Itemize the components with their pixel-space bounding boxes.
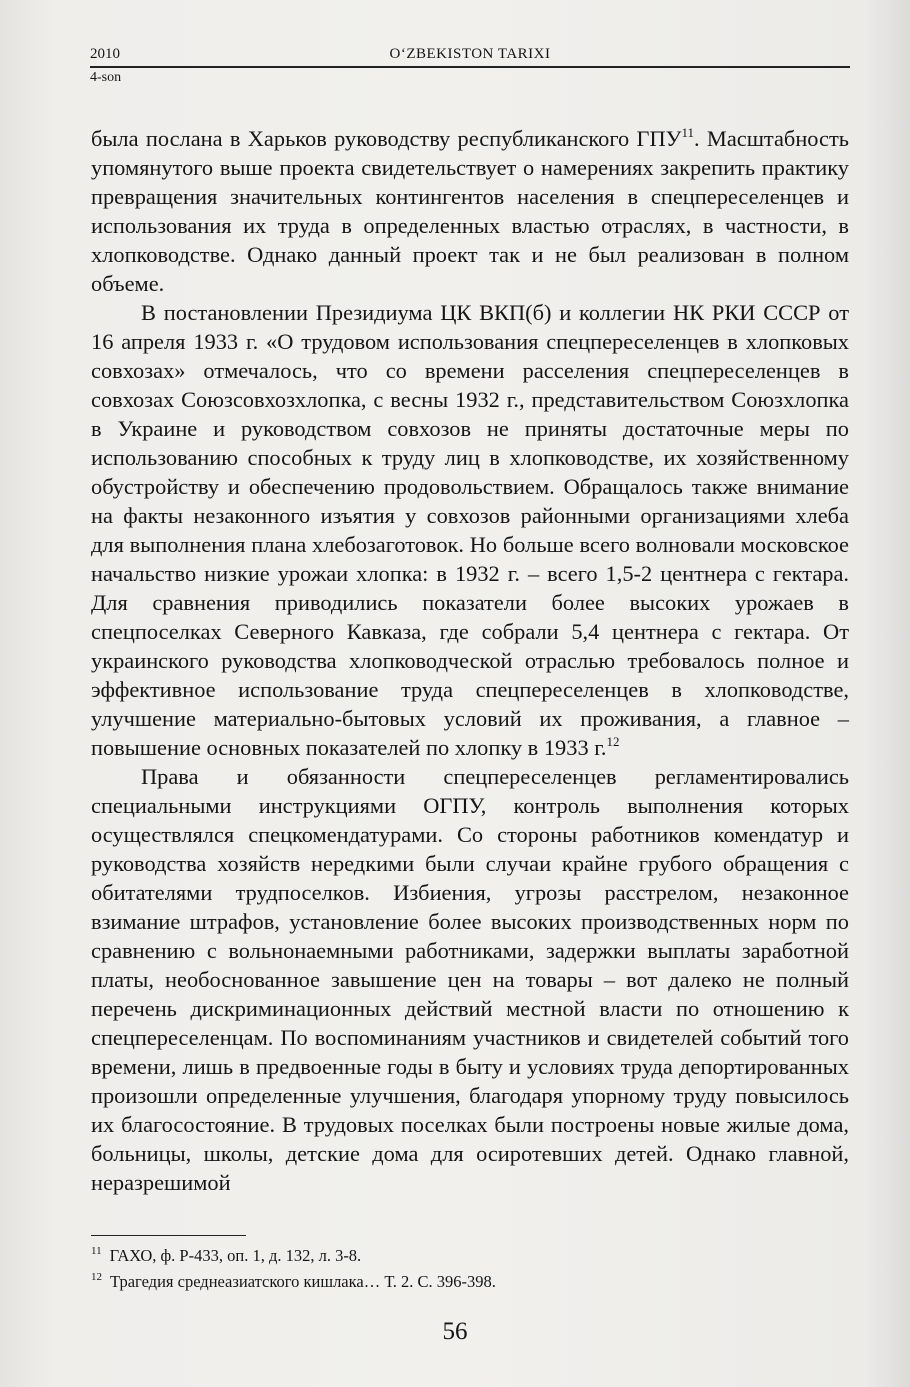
- paragraph-1-tail: . Масштабность упомянутого выше проекта свидетельствует о намерениях закрепить практику превращения значительных контингентов населения в спецпереселенцев и использования их труда в определенных властью отраслях, в частности, в хлопководстве. Однако данный проект так и не был реализован в полном объеме.: [91, 126, 849, 296]
- footnote-text: ГАХО, ф. Р-433, оп. 1, д. 132, л. 3-8.: [109, 1246, 362, 1265]
- footnote-separator: [91, 1235, 246, 1236]
- running-header: [90, 46, 850, 86]
- paragraph-1-text: была послана в Харьков руководству республиканского ГПУ: [91, 126, 682, 151]
- paragraph-3-text: Права и обязанности спецпереселенцев регламентировались специальными инструкциями ОГПУ, контроль выполнения которых осуществлялся спецкомендатурами. Со стороны работников комендатур и руководства хозяйств нередкими были случаи крайне грубого обращения с обитателями трудпоселков. Избиения, угрозы расстрелом, незаконное взимание штрафов, установление более высоких производственных норм по сравнению с вольнонаемными работниками, задержки выплаты заработной платы, необоснованное завышение цен на товары – вот далеко не полный перечень дискриминационных действий местной власти по отношению к спецпереселенцам. По воспоминаниям участников и свидетелей событий того времени, лишь в предвоенные годы в быту и условиях труда депортированных произошли определенные улучшения, благодаря упорному труду повысилось их благосостояние. В трудовых поселках были построены новые жилые дома, больницы, школы, детские дома для осиротевших детей. Однако главной, неразрешимой: [91, 764, 849, 1195]
- footnote-ref-12: 12: [606, 734, 620, 749]
- header-issue: 4-son: [90, 70, 122, 85]
- footnote-number: 12: [91, 1271, 102, 1283]
- paragraph-3: [91, 762, 849, 1197]
- paragraph-2: [91, 298, 849, 762]
- footnote-text: Трагедия среднеазиатского кишлака… Т. 2. С. 396-398.: [110, 1272, 496, 1291]
- paragraph-2-text: В постановлении Президиума ЦК ВКП(б) и коллегии НК РКИ СССР от 16 апреля 1933 г. «О трудовом использования спецпереселенцев в хлопковых совхозах» отмечалось, что со времени расселения спецпереселенцев в совхозах Союзсовхозхлопка, с весны 1932 г., представительством Союзхлопка в Украине и руководством совхозов не приняты достаточные меры по использованию способных к труду лиц в хлопководстве, их хозяйственному обустройству и обеспечению продовольствием. Обращалось также внимание на факты незаконного изъятия у совхозов районными организациями хлеба для выполнения плана хлебозаготовок. Но больше всего волновали московское начальство низкие урожаи хлопка: в 1932 г. – всего 1,5-2 центнера с гектара. Для сравнения приводились показатели более высоких урожаев в спецпоселках Северного Кавказа, где собрали 5,4 центнера с гектара. От украинского руководства хлопководческой отраслью требовалось полное и эффективное использование труда спецпереселенцев в хлопководстве, улучшение материально-бытовых условий их проживания, а главное – повышение основных показателей по хлопку в 1933 г.: [91, 300, 849, 760]
- main-text: [91, 124, 849, 1197]
- footnote-ref-11: 11: [681, 125, 694, 140]
- journal-title: O‘ZBEKISTON TARIXI: [389, 46, 551, 62]
- paragraph-1: [91, 124, 849, 298]
- header-rule: [90, 66, 850, 68]
- footnote-12: [91, 1269, 849, 1295]
- footnote-11: [91, 1243, 849, 1269]
- footnote-number: 11: [91, 1245, 102, 1257]
- header-year: 2010: [90, 46, 120, 62]
- footnotes: [91, 1243, 849, 1295]
- page-number: 56: [442, 1318, 468, 1345]
